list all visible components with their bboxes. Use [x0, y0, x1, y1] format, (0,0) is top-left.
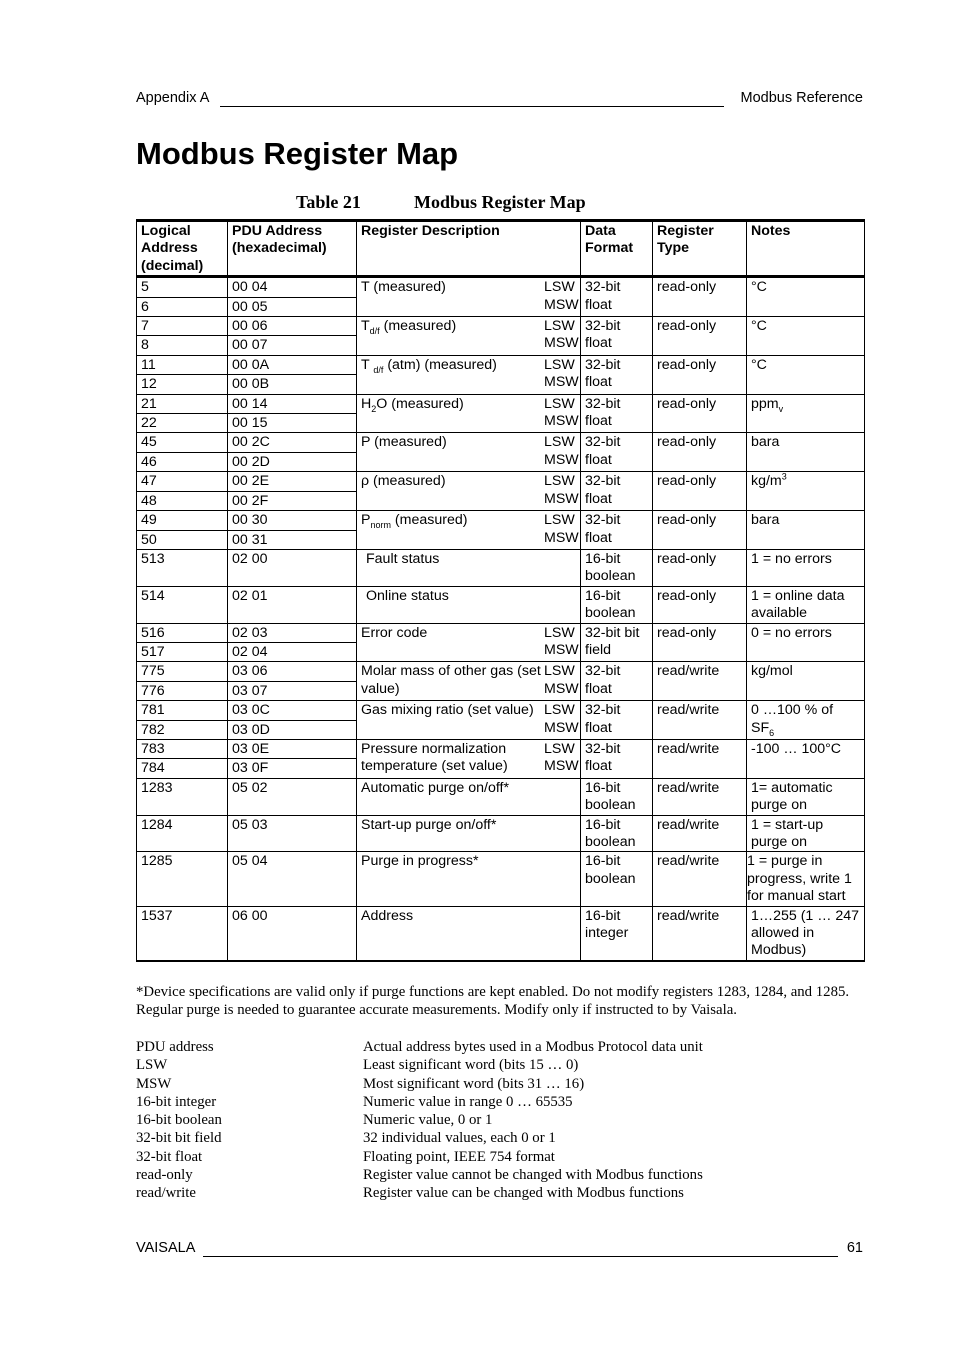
description-label: Automatic purge on/off*: [361, 779, 510, 796]
definition-text: Least significant word (bits 15 … 0): [363, 1057, 579, 1074]
register-description-cell: [357, 549, 581, 586]
definition-text: Register value cannot be changed with Modbus functions: [363, 1167, 703, 1184]
description-label: Gas mixing ratio (set value): [361, 702, 534, 719]
pdu-address-cell: 03 0D: [228, 720, 357, 739]
lsw-label: LSW: [544, 473, 575, 490]
definition-term: read/write: [136, 1185, 196, 1202]
description-wrap: [361, 473, 579, 508]
register-description-cell: [357, 586, 581, 623]
pdu-address-cell: 00 31: [228, 530, 357, 549]
lsw-label: LSW: [544, 356, 575, 373]
pdu-address-cell: 00 04: [228, 277, 357, 297]
notes-text: -100 … 100°C: [751, 740, 842, 757]
register-type-cell: read-only: [653, 433, 747, 472]
col-notes: Notes: [747, 221, 865, 277]
register-type-cell: read/write: [653, 778, 747, 815]
page-header: [136, 90, 863, 106]
msw-label: MSW: [544, 374, 579, 391]
register-type-cell: read/write: [653, 852, 747, 906]
notes-text: 1 = online data available: [751, 587, 845, 622]
data-format-cell: 16-bit boolean: [581, 852, 653, 906]
lsw-label: LSW: [544, 512, 575, 529]
table-row: [137, 586, 865, 623]
notes-cell: [747, 355, 865, 394]
notes-text: 1 = start-up purge on: [751, 816, 824, 850]
description-label: Error code: [361, 624, 428, 641]
pdu-address-cell: 00 2E: [228, 472, 357, 491]
table-row: [137, 815, 865, 852]
logical-address-cell: 47: [137, 472, 228, 491]
description-text: [361, 663, 544, 698]
logical-address-cell: 516: [137, 623, 228, 642]
notes-cell: [747, 394, 865, 433]
word-order: [544, 434, 579, 469]
description-label: Online status: [366, 587, 449, 604]
msw-label: MSW: [544, 719, 579, 736]
description-text: [361, 512, 467, 547]
pdu-address-cell: 00 06: [228, 317, 357, 336]
logical-address-cell: 783: [137, 739, 228, 758]
description-label: $H_2O$ (measured): [361, 395, 464, 414]
notes-text: 1 = purge in progress, write 1 for manual start: [747, 853, 852, 905]
definition-term: 16-bit boolean: [136, 1112, 222, 1129]
page-title: Modbus Register Map: [136, 136, 459, 171]
description-text: [361, 625, 427, 660]
logical-address-cell: 1284: [137, 815, 228, 852]
description-text: [361, 473, 446, 508]
description-label: ρ (measured): [361, 473, 446, 490]
pdu-address-cell: 00 2C: [228, 433, 357, 452]
data-format-cell: 32-bit float: [581, 662, 653, 701]
pdu-address-cell: 00 14: [228, 394, 357, 413]
data-format-cell: 32-bit float: [581, 701, 653, 740]
logical-address-cell: 776: [137, 681, 228, 700]
table-row: [137, 317, 865, 336]
notes-cell: [747, 701, 865, 740]
register-type-cell: read-only: [653, 317, 747, 356]
register-description-cell: [357, 852, 581, 906]
definition-row: [136, 1056, 703, 1074]
definition-term: 16-bit integer: [136, 1093, 217, 1110]
msw-label: MSW: [544, 529, 579, 546]
logical-address-cell: 21: [137, 394, 228, 413]
caption-number: Table 21: [296, 192, 361, 212]
definition-text: Actual address bytes used in a Modbus Protocol data unit: [363, 1039, 703, 1055]
definition-row: [136, 1038, 703, 1056]
header-left: Appendix A: [136, 90, 210, 106]
definition-row: [136, 1184, 703, 1202]
table-row: [137, 906, 865, 961]
data-format-cell: 32-bit float: [581, 317, 653, 356]
description-wrap: [361, 512, 579, 547]
description-wrap: [361, 356, 579, 392]
table-row: [137, 701, 865, 720]
pdu-address-cell: 00 30: [228, 511, 357, 530]
notes-text: bara: [751, 434, 780, 451]
register-description-cell: [357, 815, 581, 852]
description-label: P (measured): [361, 434, 447, 451]
description-text: [361, 279, 446, 314]
logical-address-cell: 1285: [137, 852, 228, 906]
register-description-cell: [357, 317, 581, 356]
table-row: [137, 739, 865, 758]
description-text: [361, 357, 497, 392]
pdu-address-cell: 03 0E: [228, 739, 357, 758]
description-wrap: [361, 740, 579, 776]
table-row: [137, 662, 865, 681]
pdu-address-cell: 02 03: [228, 623, 357, 642]
notes-text: 0 …100 % of $SF_6$: [751, 702, 834, 738]
notes-cell: [747, 511, 865, 550]
definition-term: read-only: [136, 1167, 193, 1184]
pdu-address-cell: 05 03: [228, 815, 357, 852]
table-row: [137, 472, 865, 491]
logical-address-cell: 8: [137, 336, 228, 355]
table-row: [137, 394, 865, 413]
description-label: $T_{d/f}$ (measured): [361, 318, 457, 336]
notes-text: °C: [751, 279, 767, 296]
register-description-cell: [357, 906, 581, 961]
word-order: [544, 512, 579, 547]
word-order: [544, 663, 579, 698]
definition-term: 32-bit float: [136, 1148, 203, 1165]
register-description-cell: [357, 511, 581, 550]
word-order: [544, 356, 579, 392]
description-label: Start-up purge on/off*: [361, 816, 497, 833]
register-type-cell: read/write: [653, 815, 747, 852]
description-wrap: [361, 434, 579, 469]
notes-text: 0 = no errors: [751, 624, 832, 641]
notes-cell: [747, 815, 865, 852]
data-format-cell: 32-bit bit field: [581, 623, 653, 662]
msw-label: MSW: [544, 490, 579, 507]
pdu-address-cell: 05 04: [228, 852, 357, 906]
table-row: [137, 277, 865, 297]
data-format-cell: 32-bit float: [581, 355, 653, 394]
definition-text: 32 individual values, each 0 or 1: [363, 1130, 556, 1147]
description-wrap: [361, 395, 579, 431]
definition-row: [136, 1148, 703, 1166]
description-wrap: [361, 624, 579, 660]
register-type-cell: read-only: [653, 623, 747, 662]
logical-address-cell: 1283: [137, 778, 228, 815]
description-text: [361, 702, 534, 737]
description-label: T (measured): [361, 279, 446, 296]
footer-rule: [203, 1256, 838, 1257]
notes-text: 1 = no errors: [751, 550, 832, 567]
description-label: T $_{d/f}$ (atm) (measured): [361, 356, 497, 375]
lsw-label: LSW: [544, 279, 575, 296]
pdu-address-cell: 03 06: [228, 662, 357, 681]
table-row: [137, 549, 865, 586]
notes-text: °C: [751, 356, 767, 373]
col-register-description: Register Description: [357, 221, 581, 277]
pdu-address-cell: 03 0F: [228, 759, 357, 778]
logical-address-cell: 514: [137, 586, 228, 623]
description-wrap: [361, 279, 579, 314]
lsw-label: LSW: [544, 318, 575, 335]
notes-text: bara: [751, 512, 780, 529]
msw-label: MSW: [544, 641, 579, 658]
logical-address-cell: 517: [137, 642, 228, 661]
data-format-cell: 16-bit integer: [581, 906, 653, 961]
logical-address-cell: 49: [137, 511, 228, 530]
logical-address-cell: 782: [137, 720, 228, 739]
notes-cell: [747, 852, 865, 906]
notes-cell: [747, 277, 865, 317]
table-row: [137, 355, 865, 374]
register-type-cell: read-only: [653, 511, 747, 550]
notes-text: kg/mol: [751, 663, 793, 680]
description-wrap: [361, 702, 579, 737]
logical-address-cell: 45: [137, 433, 228, 452]
table-row: [137, 511, 865, 530]
footnote: *Device specifications are valid only if purge functions are kept enabled. Do not modify registers 1283, 1284, and 1285. Regular purge is needed to guarantee accurate measurements. Modify only if instructed to by Vaisala.: [136, 984, 850, 1018]
word-order: [544, 318, 579, 353]
header-right: Modbus Reference: [740, 90, 863, 106]
pdu-address-cell: 03 0C: [228, 701, 357, 720]
logical-address-cell: 12: [137, 375, 228, 394]
footer-left: VAISALA: [136, 1240, 196, 1256]
table-row: [137, 778, 865, 815]
description-label: Fault status: [366, 550, 440, 567]
lsw-label: LSW: [544, 702, 575, 719]
table-row: [137, 852, 865, 906]
description-label: Molar mass of other gas (set value): [361, 663, 541, 697]
register-type-cell: read/write: [653, 701, 747, 740]
notes-text: $kg/m^3$: [751, 471, 787, 490]
logical-address-cell: 784: [137, 759, 228, 778]
notes-cell: [747, 472, 865, 511]
logical-address-cell: 775: [137, 662, 228, 681]
header-rule: [220, 106, 724, 107]
table-caption: [296, 192, 586, 213]
pdu-address-cell: 05 02: [228, 778, 357, 815]
lsw-label: LSW: [544, 624, 575, 641]
msw-label: MSW: [544, 451, 579, 468]
pdu-address-cell: 00 15: [228, 414, 357, 433]
description-label: Purge in progress*: [361, 853, 479, 870]
data-format-cell: 32-bit float: [581, 739, 653, 778]
pdu-address-cell: 06 00: [228, 906, 357, 961]
notes-cell: [747, 433, 865, 472]
register-description-cell: [357, 701, 581, 740]
logical-address-cell: 6: [137, 297, 228, 316]
notes-cell: [747, 739, 865, 778]
description-wrap: [361, 318, 579, 353]
register-table: [136, 219, 865, 962]
definition-term: 32-bit bit field: [136, 1130, 222, 1147]
description-label: $P_{norm}$ (measured): [361, 512, 468, 530]
data-format-cell: 32-bit float: [581, 394, 653, 433]
register-type-cell: read-only: [653, 472, 747, 511]
logical-address-cell: 22: [137, 414, 228, 433]
data-format-cell: 32-bit float: [581, 277, 653, 317]
logical-address-cell: 50: [137, 530, 228, 549]
table-header-row: [137, 221, 865, 277]
definition-row: [136, 1093, 703, 1111]
msw-label: MSW: [544, 758, 579, 775]
definition-term: PDU address: [136, 1039, 214, 1055]
col-pdu-address: PDU Address (hexadecimal): [228, 221, 357, 277]
word-order: [544, 473, 579, 508]
definition-row: [136, 1129, 703, 1147]
table-body: [137, 277, 865, 961]
logical-address-cell: 48: [137, 491, 228, 510]
definition-row: [136, 1075, 703, 1093]
pdu-address-cell: 00 05: [228, 297, 357, 316]
notes-cell: [747, 778, 865, 815]
definition-text: Numeric value in range 0 … 65535: [363, 1093, 573, 1110]
description-text: [361, 318, 456, 353]
pdu-address-cell: 02 04: [228, 642, 357, 661]
msw-label: MSW: [544, 335, 579, 352]
notes-text: 1= automatic purge on: [751, 779, 833, 814]
msw-label: MSW: [544, 413, 579, 430]
definition-text: Register value can be changed with Modbus functions: [363, 1185, 684, 1202]
pdu-address-cell: 02 00: [228, 549, 357, 586]
register-description-cell: [357, 739, 581, 778]
register-type-cell: read/write: [653, 662, 747, 701]
definition-term: MSW: [136, 1075, 172, 1092]
table-row: [137, 433, 865, 452]
pdu-address-cell: 00 0A: [228, 355, 357, 374]
description-text: [361, 396, 464, 431]
notes-text: ppm$_v$: [751, 395, 784, 414]
col-data-format: Data Format: [581, 221, 653, 277]
logical-address-cell: 46: [137, 452, 228, 471]
definition-text: Most significant word (bits 31 … 16): [363, 1075, 585, 1092]
word-order: [544, 279, 579, 314]
pdu-address-cell: 00 2F: [228, 491, 357, 510]
register-description-cell: [357, 355, 581, 394]
pdu-address-cell: 00 2D: [228, 452, 357, 471]
word-order: [544, 702, 579, 737]
word-order: [544, 395, 579, 431]
lsw-label: LSW: [544, 434, 575, 451]
logical-address-cell: 5: [137, 277, 228, 297]
col-register-type: Register Type: [653, 221, 747, 277]
logical-address-cell: 513: [137, 549, 228, 586]
description-label: Address: [361, 907, 414, 924]
notes-cell: [747, 623, 865, 662]
table-row: [137, 623, 865, 642]
notes-cell: [747, 317, 865, 356]
data-format-cell: 32-bit float: [581, 511, 653, 550]
description-label: Pressure normalization temperature (set value): [361, 740, 508, 775]
logical-address-cell: 11: [137, 355, 228, 374]
definition-text: Numeric value, 0 or 1: [363, 1112, 493, 1129]
notes-cell: [747, 906, 865, 961]
definition-text: Floating point, IEEE 754 format: [363, 1148, 555, 1165]
register-type-cell: read-only: [653, 586, 747, 623]
notes-text: 1…255 (1 … 247 allowed in Modbus): [751, 907, 860, 959]
lsw-label: LSW: [544, 395, 575, 412]
pdu-address-cell: 00 0B: [228, 375, 357, 394]
register-description-cell: [357, 662, 581, 701]
description-text: [361, 741, 544, 776]
definitions-list: [136, 1038, 703, 1203]
description-text: [361, 434, 447, 469]
logical-address-cell: 1537: [137, 906, 228, 961]
word-order: [544, 624, 579, 660]
data-format-cell: 32-bit float: [581, 472, 653, 511]
logical-address-cell: 781: [137, 701, 228, 720]
notes-text: °C: [751, 318, 767, 335]
register-type-cell: read/write: [653, 906, 747, 961]
notes-cell: [747, 549, 865, 586]
page-footer: [136, 1240, 863, 1256]
page-number: 61: [846, 1240, 863, 1256]
description-wrap: [361, 663, 579, 698]
lsw-label: LSW: [544, 740, 575, 757]
definition-row: [136, 1111, 703, 1129]
msw-label: MSW: [544, 680, 579, 697]
data-format-cell: 16-bit boolean: [581, 549, 653, 586]
data-format-cell: 16-bit boolean: [581, 815, 653, 852]
register-type-cell: read-only: [653, 549, 747, 586]
lsw-label: LSW: [544, 663, 575, 680]
caption-name: Modbus Register Map: [414, 192, 586, 212]
word-order: [544, 740, 579, 776]
col-logical-address: Logical Address (decimal): [137, 221, 228, 277]
register-type-cell: read/write: [653, 739, 747, 778]
data-format-cell: 16-bit boolean: [581, 778, 653, 815]
data-format-cell: 32-bit float: [581, 433, 653, 472]
data-format-cell: 16-bit boolean: [581, 586, 653, 623]
register-type-cell: read-only: [653, 394, 747, 433]
notes-cell: [747, 662, 865, 701]
register-description-cell: [357, 472, 581, 511]
msw-label: MSW: [544, 296, 579, 313]
logical-address-cell: 7: [137, 317, 228, 336]
register-type-cell: read-only: [653, 355, 747, 394]
register-description-cell: [357, 277, 581, 317]
pdu-address-cell: 03 07: [228, 681, 357, 700]
register-type-cell: read-only: [653, 277, 747, 317]
pdu-address-cell: 02 01: [228, 586, 357, 623]
register-description-cell: [357, 394, 581, 433]
notes-cell: [747, 586, 865, 623]
definition-term: LSW: [136, 1057, 168, 1074]
pdu-address-cell: 00 07: [228, 336, 357, 355]
register-description-cell: [357, 433, 581, 472]
definition-row: [136, 1166, 703, 1184]
register-description-cell: [357, 778, 581, 815]
register-description-cell: [357, 623, 581, 662]
